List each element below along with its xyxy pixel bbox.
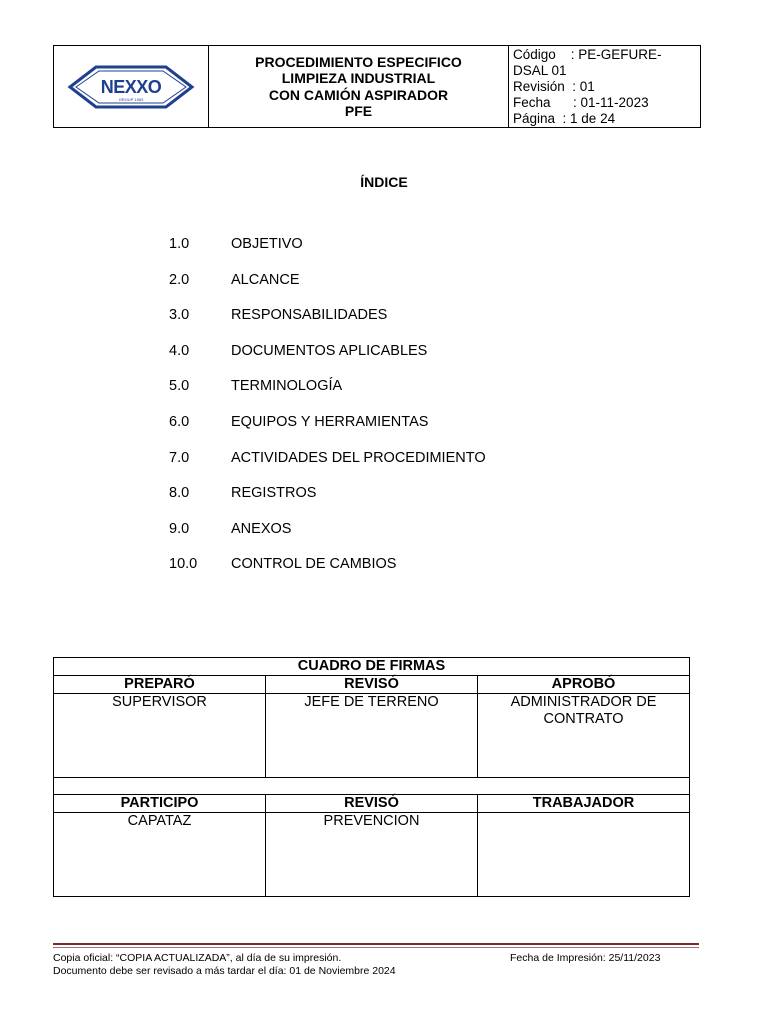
index-label: ACTIVIDADES DEL PROCEDIMIENTO	[231, 449, 486, 466]
index-label: CONTROL DE CAMBIOS	[231, 556, 397, 573]
signature-cell-worker	[478, 813, 690, 897]
footer-rule	[53, 943, 699, 945]
footer-notes	[53, 952, 396, 978]
index-label: ANEXOS	[231, 520, 292, 537]
index-item	[169, 450, 486, 486]
title-line: PFE	[344, 103, 373, 119]
logo-text: NEXXO	[100, 76, 162, 97]
index-label: RESPONSABILIDADES	[231, 307, 388, 324]
spacer-row	[54, 778, 690, 795]
index-label: TERMINOLOGÍA	[231, 378, 343, 395]
document-title	[209, 46, 509, 127]
index-list	[169, 236, 486, 592]
nexxo-logo	[66, 62, 196, 112]
index-number: 8.0	[169, 485, 190, 502]
header-reviewed: REVISÓ	[266, 676, 478, 694]
title-line: LIMPIEZA INDUSTRIAL	[281, 70, 436, 86]
index-number: 10.0	[169, 556, 198, 573]
index-label: EQUIPOS Y HERRAMIENTAS	[231, 413, 429, 430]
footer-print-date: Fecha de Impresión: 25/11/2023	[510, 952, 661, 964]
meta-fecha: Fecha : 01-11-2023	[513, 95, 649, 110]
index-number: 4.0	[169, 342, 190, 359]
index-item	[169, 521, 486, 557]
header-worker: TRABAJADOR	[478, 795, 690, 813]
meta-revision: Revisión : 01	[513, 79, 595, 94]
index-label: OBJETIVO	[231, 236, 303, 252]
signature-table	[53, 657, 690, 897]
signature-cell-reviewed: JEFE DE TERRENO	[266, 694, 478, 778]
footer-review-note: Documento debe ser revisado a más tardar el día: 01 de Noviembre 2024	[53, 965, 396, 977]
logo-cell	[54, 46, 209, 127]
footer-rule-thin	[53, 947, 699, 948]
index-title: ÍNDICE	[360, 174, 408, 190]
index-label: DOCUMENTOS APLICABLES	[231, 342, 428, 359]
header-participated: PARTICIPO	[54, 795, 266, 813]
footer-copy-note: Copia oficial: “COPIA ACTUALIZADA”, al día de su impresión.	[53, 952, 342, 964]
index-item	[169, 485, 486, 521]
index-number: 6.0	[169, 413, 190, 430]
document-header	[53, 45, 701, 128]
signature-cell-prepared: SUPERVISOR	[54, 694, 266, 778]
index-item	[169, 378, 486, 414]
index-number: 2.0	[169, 271, 190, 288]
signature-cell-participated: CAPATAZ	[54, 813, 266, 897]
index-item	[169, 236, 486, 272]
index-item	[169, 307, 486, 343]
title-line: CON CAMIÓN ASPIRADOR	[268, 86, 449, 103]
index-item	[169, 556, 486, 592]
header-prepared: PREPARÓ	[54, 676, 266, 694]
index-number: 9.0	[169, 520, 190, 537]
signature-cell-reviewed-2: PREVENCION	[266, 813, 478, 897]
index-item	[169, 343, 486, 379]
index-label: REGISTROS	[231, 485, 317, 502]
header-approved: APROBÓ	[478, 676, 690, 694]
index-number: 1.0	[169, 236, 190, 252]
signature-table-title: CUADRO DE FIRMAS	[54, 658, 690, 676]
meta-codigo-cont: DSAL 01	[513, 63, 567, 78]
index-item	[169, 272, 486, 308]
index-number: 3.0	[169, 307, 190, 324]
logo-subtext: GROUP 1983	[118, 96, 144, 102]
document-meta	[509, 46, 700, 127]
header-reviewed-2: REVISÓ	[266, 795, 478, 813]
title-line: PROCEDIMIENTO ESPECIFICO	[255, 53, 462, 70]
signature-cell-approved: ADMINISTRADOR DE CONTRATO	[478, 694, 690, 778]
meta-codigo: Código : PE-GEFURE-	[513, 47, 662, 62]
index-label: ALCANCE	[231, 271, 300, 288]
index-number: 5.0	[169, 378, 190, 395]
index-item	[169, 414, 486, 450]
index-number: 7.0	[169, 449, 190, 466]
meta-pagina: Página : 1 de 24	[513, 111, 616, 126]
